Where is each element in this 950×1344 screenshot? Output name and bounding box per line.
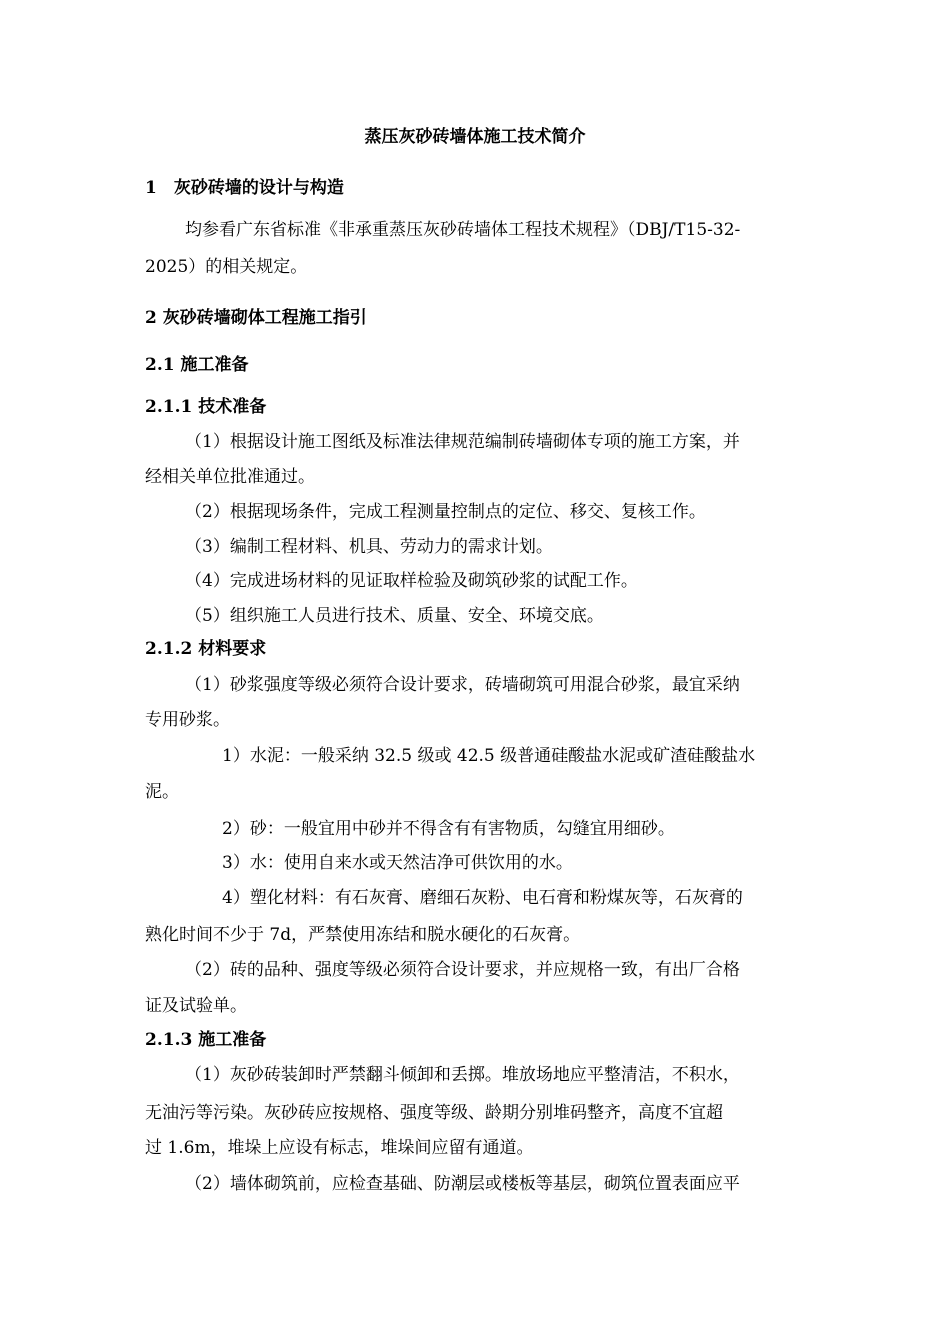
paragraph-line: （3）编制工程材料、机具、劳动力的需求计划。 — [185, 537, 553, 557]
paragraph-line: （4）完成进场材料的见证取样检验及砌筑砂浆的试配工作。 — [185, 571, 638, 591]
paragraph-line: 证及试验单。 — [145, 996, 247, 1016]
paragraph-line: 过 1.6m，堆垛上应设有标志，堆垛间应留有通道。 — [145, 1138, 534, 1158]
section-1-heading: 1 灰砂砖墙的设计与构造 — [145, 178, 344, 198]
section-2-1-heading: 2.1 施工准备 — [145, 355, 249, 375]
section-2-heading: 2 灰砂砖墙砌体工程施工指引 — [145, 308, 367, 328]
paragraph-line: （1）灰砂砖装卸时严禁翻斗倾卸和丢掷。堆放场地应平整清洁，不积水， — [185, 1065, 740, 1085]
paragraph-line: 3）水：使用自来水或天然洁净可供饮用的水。 — [222, 853, 573, 873]
paragraph-line: （5）组织施工人员进行技术、质量、安全、环境交底。 — [185, 606, 604, 626]
paragraph-line: （2）砖的品种、强度等级必须符合设计要求，并应规格一致，有出厂合格 — [185, 960, 740, 980]
paragraph-line: 经相关单位批准通过。 — [145, 467, 315, 487]
paragraph-line: 4）塑化材料：有石灰膏、磨细石灰粉、电石膏和粉煤灰等，石灰膏的 — [222, 888, 743, 908]
paragraph-line: 泥。 — [145, 782, 179, 802]
paragraph-line: 专用砂浆。 — [145, 710, 230, 730]
document-title: 蒸压灰砂砖墙体施工技术简介 — [364, 127, 586, 147]
paragraph-line: （1）砂浆强度等级必须符合设计要求，砖墙砌筑可用混合砂浆，最宜采纳 — [185, 675, 740, 695]
paragraph-line: 熟化时间不少于 7d，严禁使用冻结和脱水硬化的石灰膏。 — [145, 925, 581, 945]
paragraph-line: 1）水泥：一般采纳 32.5 级或 42.5 级普通硅酸盐水泥或矿渣硅酸盐水 — [222, 746, 756, 766]
paragraph-line: （2）根据现场条件，完成工程测量控制点的定位、移交、复核工作。 — [185, 502, 706, 522]
paragraph-line: 均参看广东省标准《非承重蒸压灰砂砖墙体工程技术规程》（DBJ/T15-32- — [185, 220, 741, 240]
paragraph-line: （2）墙体砌筑前，应检查基础、防潮层或楼板等基层，砌筑位置表面应平 — [185, 1174, 740, 1194]
section-2-1-1-heading: 2.1.1 技术准备 — [145, 397, 267, 417]
paragraph-line: 无油污等污染。灰砂砖应按规格、强度等级、龄期分别堆码整齐，高度不宜超 — [145, 1103, 723, 1123]
section-2-1-3-heading: 2.1.3 施工准备 — [145, 1030, 267, 1050]
paragraph-line: 2）砂：一般宜用中砂并不得含有有害物质，勾缝宜用细砂。 — [222, 819, 675, 839]
paragraph-line: （1）根据设计施工图纸及标准法律规范编制砖墙砌体专项的施工方案，并 — [185, 432, 740, 452]
paragraph-line: 2025）的相关规定。 — [145, 257, 308, 277]
section-2-1-2-heading: 2.1.2 材料要求 — [145, 639, 267, 659]
